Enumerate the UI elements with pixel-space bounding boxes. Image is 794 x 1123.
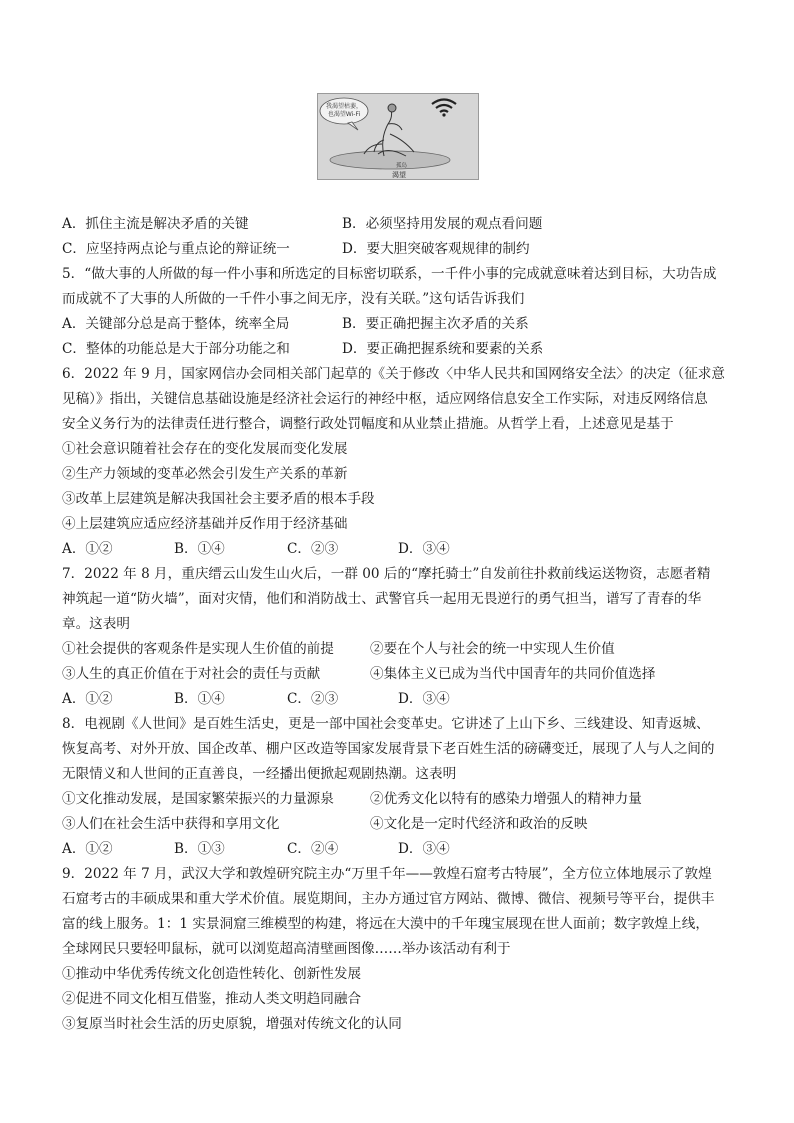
q6-stem-line-3: 安全义务行为的法律责任进行整合，调整行政处罚幅度和从业禁止措施。从哲学上看，上述意见是基于 [62,416,674,432]
q6-choice-c: C．②③ [287,541,339,557]
q4-option-a: A．抓住主流是解决矛盾的关键 [62,216,249,232]
q6-item-3: ③改革上层建筑是解决我国社会主要矛盾的根本手段 [62,491,375,507]
q8-stem-line-1: 8．电视剧《人世间》是百姓生活史，更是一部中国社会变革史。它讲述了上山下乡、三线建设、知青返城、 [62,716,710,732]
q8-choice-b: B．①③ [174,841,225,857]
q9-item-2: ②促进不同文化相互借鉴，推动人类文明趋同融合 [62,991,362,1007]
q5-stem-line-2: 而成就不了大事的人所做的一千件小事之间无序，没有关联。”这句话告诉我们 [62,291,525,307]
q8-stem-line-2: 恢复高考、对外开放、国企改革、棚户区改造等国家发展背景下老百姓生活的磅礴变迁，展现了人与人之间的 [62,741,715,757]
q8-choice-c: C．②④ [287,841,339,857]
q5-option-d: D．要正确把握系统和要素的关系 [342,341,544,357]
q7-choice-d: D．③④ [398,691,450,707]
q8-item-2: ②优秀文化以特有的感染力增强人的精神力量 [370,791,642,807]
q7-item-3: ③人生的真正价值在于对社会的责任与贡献 [62,666,321,682]
q4-option-c: C．应坚持两点论与重点论的辩证统一 [62,241,290,257]
q6-choice-b: B．①④ [174,541,225,557]
q7-stem-line-1: 7．2022 年 8 月，重庆缙云山发生山火后，一群 00 后的“摩托骑士”自发前往扑救前线运送物资，志愿者精 [62,566,711,582]
island [330,151,450,169]
q9-stem-line-3: 富的线上服务。1：1 实景洞窟三维模型的构建，将远在大漠中的千年瑰宝展现在世人面前；数字敦煌上线， [62,916,709,932]
q8-stem-line-3: 无限情义和人世间的正直善良，一经播出便掀起观剧热潮。这表明 [62,766,457,782]
q8-choice-a: A．①② [62,841,113,857]
q7-item-1: ①社会提供的客观条件是实现人生价值的前提 [62,641,334,657]
q9-item-3: ③复原当时社会生活的历史原貌，增强对传统文化的认同 [62,1016,402,1032]
q7-stem-line-2: 神筑起一道“防火墙”，面对灾情，他们和消防战士、武警官兵一起用无畏逆行的勇气担当，谱写了青春的华 [62,591,702,607]
q5-option-c: C．整体的功能总是大于部分功能之和 [62,341,290,357]
q8-item-3: ③人们在社会生活中获得和享用文化 [62,816,280,832]
q7-choice-a: A．①② [62,691,113,707]
q6-choice-d: D．③④ [398,541,450,557]
q6-item-1: ①社会意识随着社会存在的变化发展而变化发展 [62,441,348,457]
q6-stem-line-2: 见稿）》指出，关键信息基础设施是经济社会运行的神经中枢，适应网络信息安全工作实际，对违反网络信息 [62,391,708,407]
q5-option-b: B．要正确把握主次矛盾的关系 [342,316,529,332]
q5-option-a: A．关键部分总是高于整体，统率全局 [62,316,290,332]
speech-line-1: 我渴望枯萎， [325,103,363,110]
q4-option-b: B．必须坚持用发展的观点看问题 [342,216,543,232]
q8-item-4: ④文化是一定时代经济和政治的反映 [370,816,588,832]
q6-item-2: ②生产力领域的变革必然会引发生产关系的革新 [62,466,348,482]
q7-item-4: ④集体主义已成为当代中国青年的共同价值选择 [370,666,656,682]
speech-line-2: 也渴望Wi-Fi [327,111,361,118]
q8-choice-d: D．③④ [398,841,450,857]
q4-option-d: D．要大胆突破客观规律的制约 [342,241,530,257]
island-label: 孤岛 [396,163,408,169]
q7-item-2: ②要在个人与社会的统一中实现人生价值 [370,641,615,657]
q6-stem-line-1: 6．2022 年 9 月，国家网信办会同相关部门起草的《关于修改〈中华人民共和国网络安全法〉的决定（征求意 [62,366,725,382]
q7-stem-line-3: 章。这表明 [62,616,130,632]
q9-item-1: ①推动中华优秀传统文化创造性转化、创新性发展 [62,966,362,982]
q9-stem-line-4: 全球网民只要轻叩鼠标，就可以浏览超高清壁画图像……举办该活动有利于 [62,941,511,957]
q9-stem-line-2: 石窟考古的丰硕成果和重大学术价值。展览期间，主办方通过官方网站、微博、微信、视频号等平台，提供丰 [62,891,715,907]
q5-stem-line-1: 5．“做大事的人所做的每一件小事和所选定的目标密切联系，一千件小事的完成就意味着达到目标，大功告成 [62,266,717,282]
figure-caption: 渴望 [392,171,406,179]
q7-choice-b: B．①④ [174,691,225,707]
q9-stem-line-1: 9．2022 年 7 月，武汉大学和敦煌研究院主办“万里千年——敦煌石窟考古特展”，全方位立体地展示了敦煌 [62,866,712,882]
cartoon-drawing [318,94,478,179]
q7-choice-c: C．②③ [287,691,339,707]
q6-choice-a: A．①② [62,541,113,557]
q8-item-1: ①文化推动发展，是国家繁荣振兴的力量源泉 [62,791,334,807]
cartoon-figure [317,93,479,180]
q6-item-4: ④上层建筑应适应经济基础并反作用于经济基础 [62,516,348,532]
